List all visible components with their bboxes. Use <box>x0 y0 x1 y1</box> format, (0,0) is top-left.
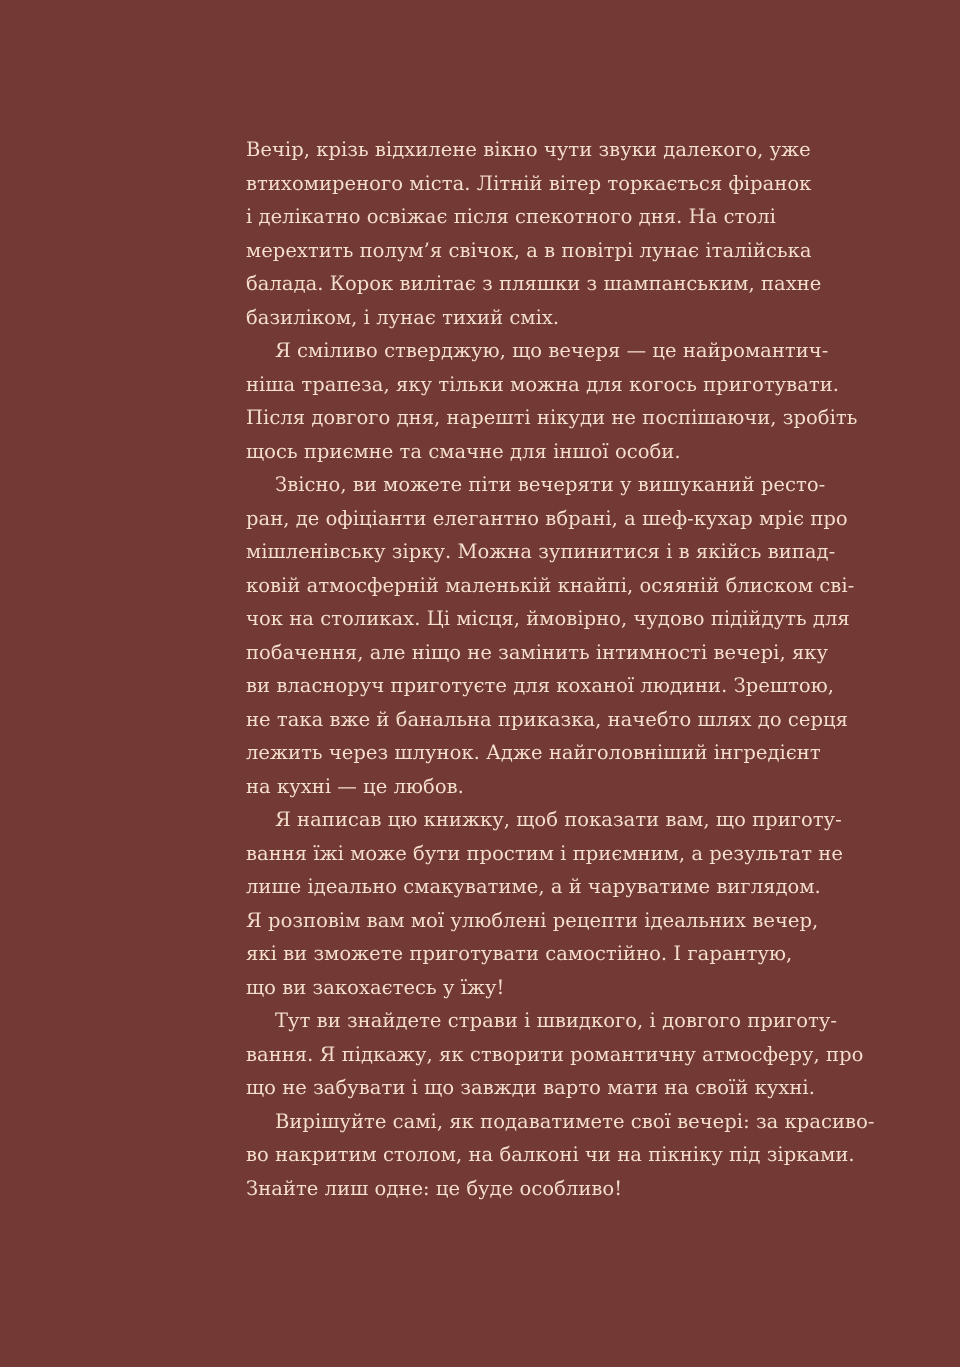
body-text <box>246 133 875 1205</box>
text-line: на кухні — це любов. <box>246 774 464 798</box>
text-line: Я розповім вам мої улюблені рецепти ідеальних вечер, <box>246 908 819 932</box>
text-line: що ви закохаєтесь у їжу! <box>246 975 505 999</box>
text-line: во накритим столом, на балконі чи на пікніку під зірками. <box>246 1143 855 1166</box>
text-line: які ви зможете приготувати самостійно. І гарантую, <box>246 942 793 965</box>
text-line: Вирішуйте самі, як подаватимете свої вечері: за красиво- <box>275 1109 875 1133</box>
paragraph <box>246 1004 864 1105</box>
paragraph <box>246 334 858 468</box>
text-line: Я написав цю книжку, щоб показати вам, що приготу- <box>275 808 842 831</box>
text-line: втихомиреного міста. Літній вітер торкається фіранок <box>246 171 812 195</box>
text-line: Я сміливо стверджую, що вечеря — це найромантич- <box>275 339 829 362</box>
text-line: лише ідеально смакуватиме, а й чаруватиме виглядом. <box>246 875 821 898</box>
text-line: ви власноруч приготуєте для коханої людини. Зрештою, <box>246 674 834 697</box>
paragraph <box>246 803 846 1004</box>
text-line: вання їжі може бути простим і приємним, а результат не <box>246 841 843 865</box>
text-line: Тут ви знайдете страви і швидкого, і довгого приготу- <box>275 1009 837 1032</box>
text-line: Звісно, ви можете піти вечеряти у вишуканий ресто- <box>275 473 826 496</box>
text-line: побачення, але ніщо не замінить інтимності вечері, яку <box>246 640 829 664</box>
text-line: ніша трапеза, яку тільки можна для когось приготувати. <box>246 372 840 396</box>
text-line: Вечір, крізь відхилене вікно чути звуки далекого, уже <box>246 138 811 161</box>
text-line: вання. Я підкажу, як створити романтичну атмосферу, про <box>246 1042 864 1066</box>
text-line: мішленівську зірку. Можна зупинитися і в якійсь випад- <box>246 540 836 563</box>
text-line: ран, де офіціанти елегантно вбрані, а шеф-кухар мріє про <box>246 506 848 530</box>
text-line: балада. Корок вилітає з пляшки з шампанським, пахне <box>246 272 822 295</box>
paragraph <box>246 1105 875 1206</box>
paragraph <box>246 468 855 803</box>
text-line: чок на столиках. Ці місця, ймовірно, чудово підійдуть для <box>246 607 850 630</box>
text-line: Після довгого дня, нарешті нікуди не поспішаючи, зробіть <box>246 406 858 429</box>
text-line: ковій атмосферній маленькій кнайпі, осяяній блиском сві- <box>246 573 855 597</box>
text-line: щось приємне та смачне для іншої особи. <box>246 439 681 463</box>
text-line: базиліком, і лунає тихий сміх. <box>246 305 560 329</box>
text-line: мерехтить полум’я свічок, а в повітрі лунає італійська <box>246 238 812 262</box>
text-line: лежить через шлунок. Адже найголовніший інгредієнт <box>246 741 821 764</box>
paragraph <box>246 133 846 334</box>
text-line: не така вже й банальна приказка, начебто шлях до серця <box>246 707 848 731</box>
text-line: і делікатно освіжає після спекотного дня. На столі <box>246 205 776 228</box>
text-line: що не забувати і що завжди варто мати на своїй кухні. <box>246 1076 815 1099</box>
text-line: Знайте лиш одне: це буде особливо! <box>246 1176 623 1200</box>
